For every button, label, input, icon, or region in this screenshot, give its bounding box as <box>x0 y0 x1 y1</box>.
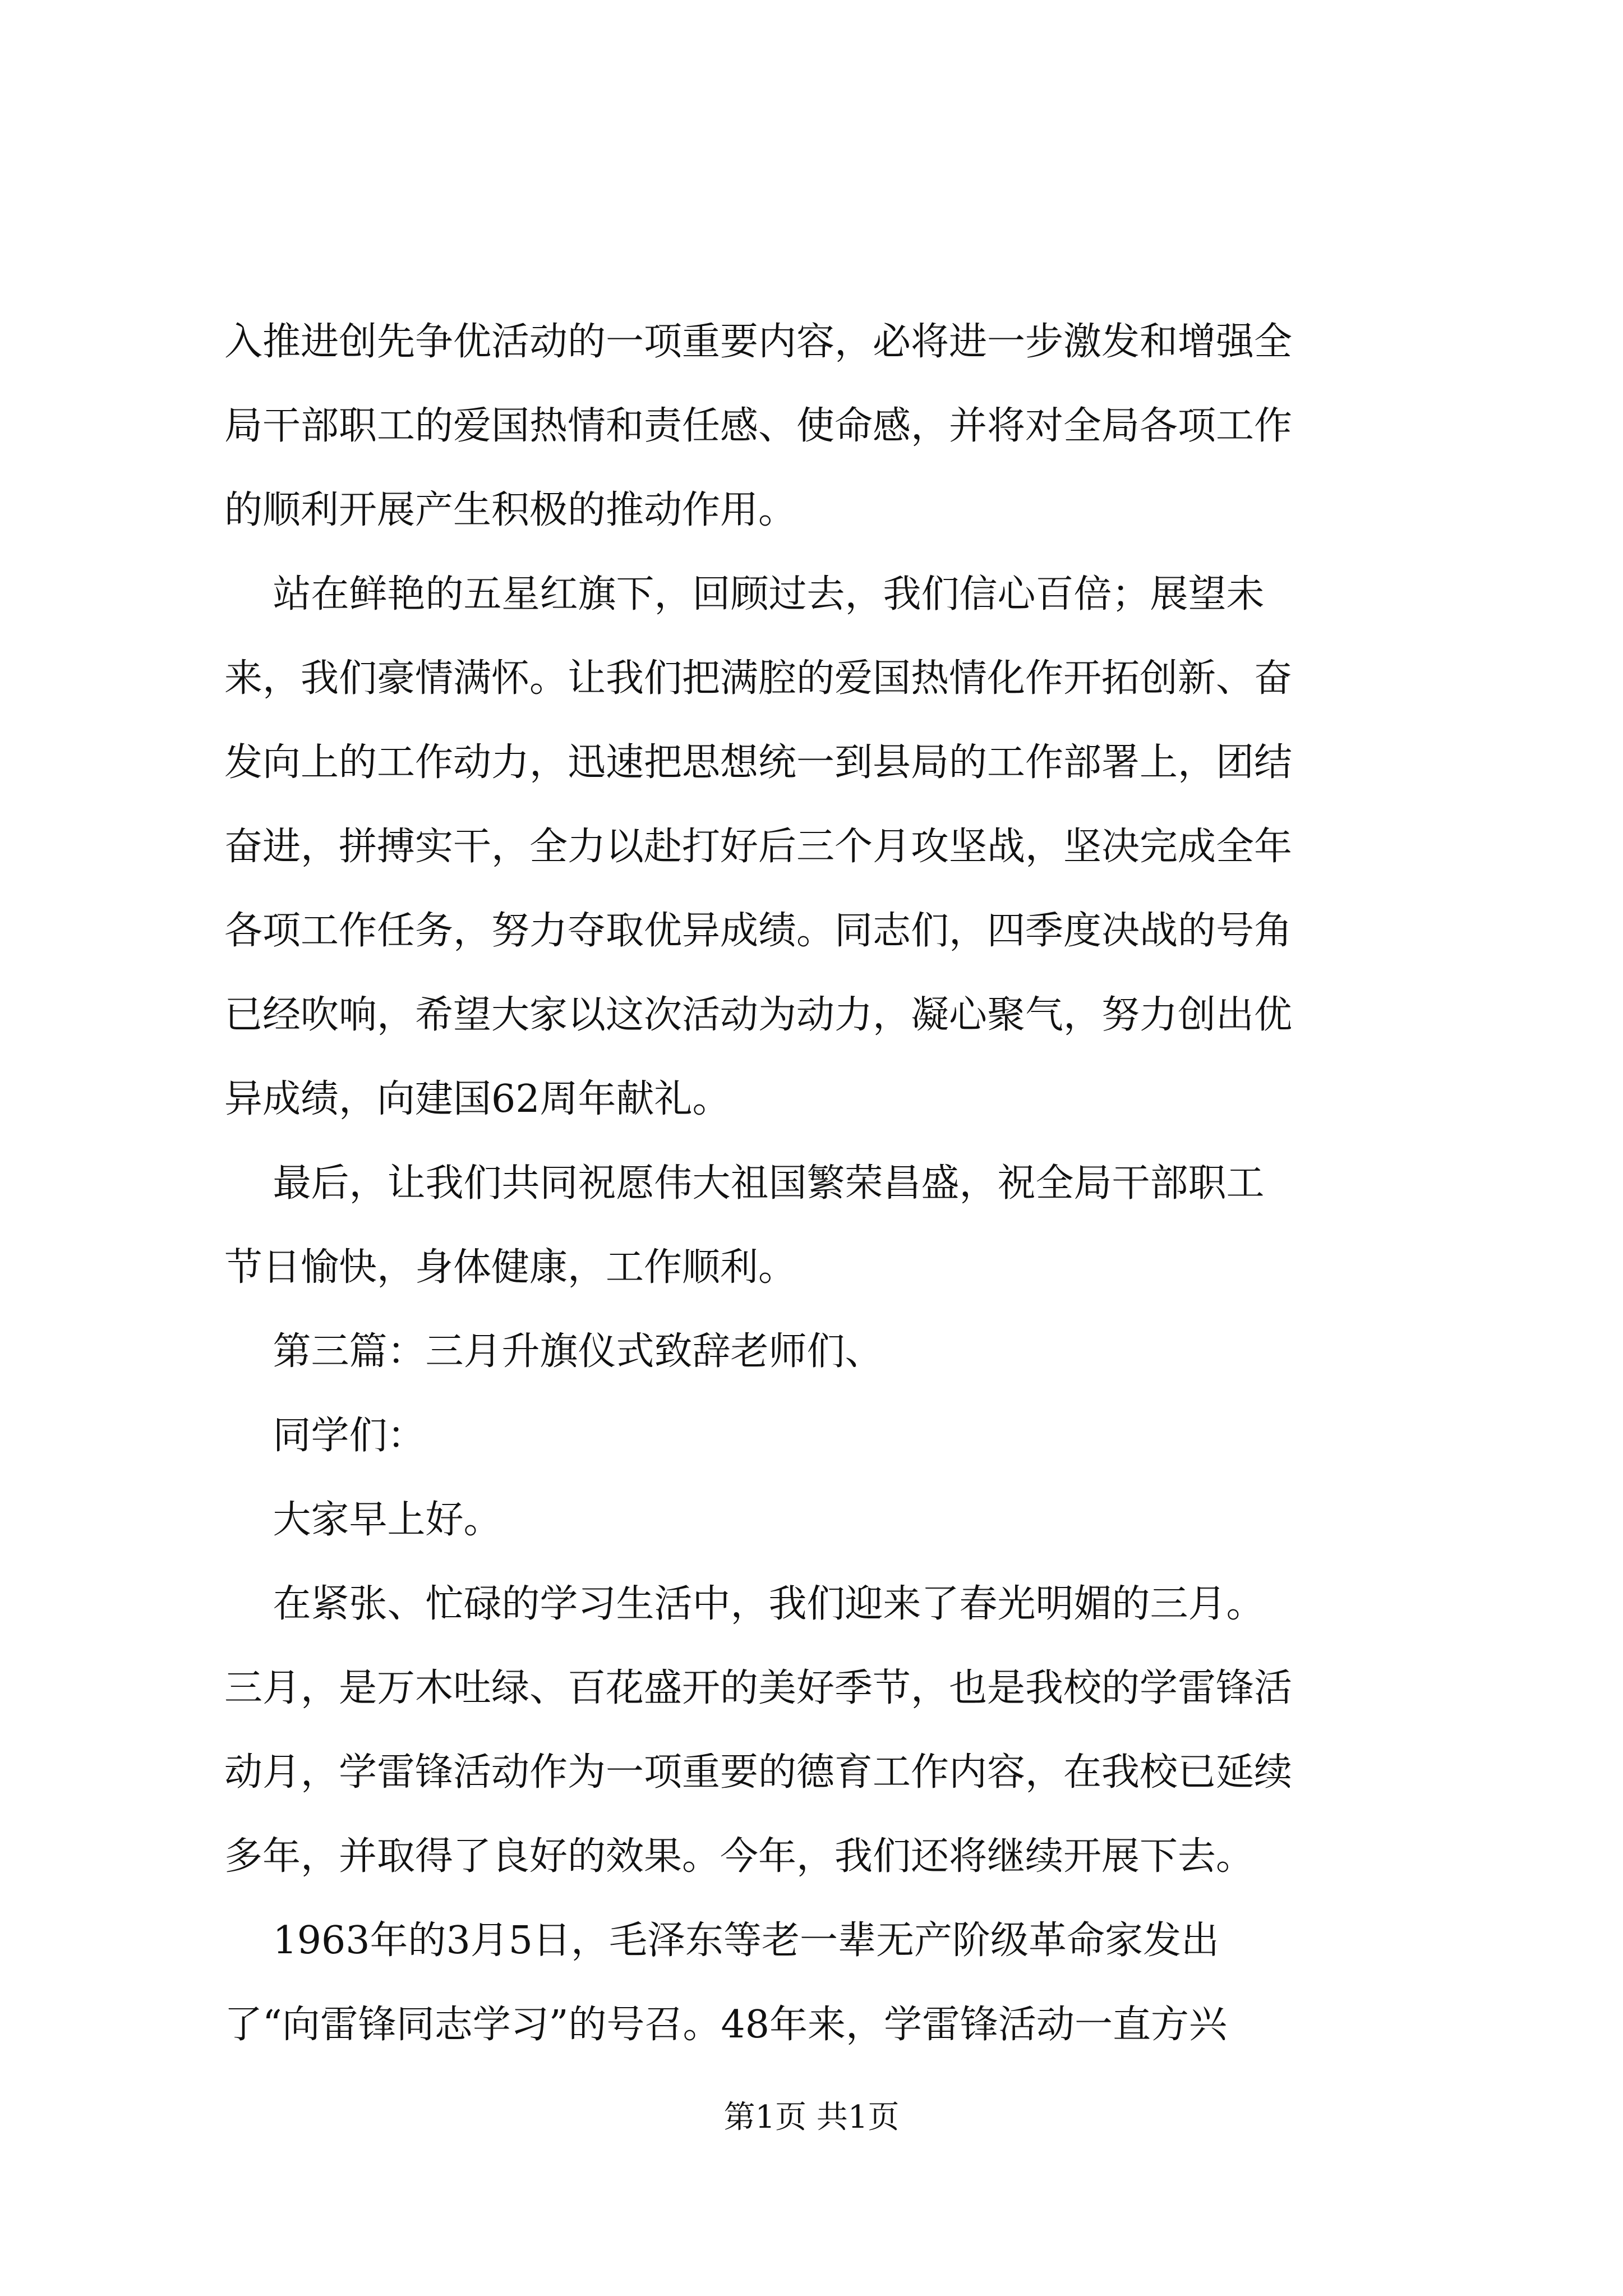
text-line: 发向上的工作动力，迅速把思想统一到县局的工作部署上，团结 <box>224 740 1293 785</box>
text-line: 最后，让我们共同祝愿伟大祖国繁荣昌盛，祝全局干部职工 <box>224 1161 1265 1205</box>
text-line: 多年，并取得了良好的效果。今年，我们还将继续开展下去。 <box>224 1834 1255 1879</box>
text-line: 三月，是万木吐绿、百花盛开的美好季节，也是我校的学雷锋活 <box>224 1666 1293 1710</box>
section-heading: 第三篇：三月升旗仪式致辞老师们、 <box>224 1329 883 1374</box>
text-line: 奋进，拼搏实干，全力以赴打好后三个月攻坚战，坚决完成全年 <box>224 825 1293 869</box>
text-line: 来，我们豪情满怀。让我们把满腔的爱国热情化作开拓创新、奋 <box>224 656 1293 701</box>
document-body <box>224 300 1419 2067</box>
page-number-footer: 第1页 共1页 <box>723 2099 900 2136</box>
text-line: 1963年的3月5日，毛泽东等老一辈无产阶级革命家发出 <box>224 1918 1220 1963</box>
text-line: 入推进创先争优活动的一项重要内容，必将进一步激发和增强全 <box>224 320 1293 364</box>
text-line: 站在鲜艳的五星红旗下，回顾过去，我们信心百倍；展望未 <box>224 572 1265 616</box>
text-line: 在紧张、忙碌的学习生活中，我们迎来了春光明媚的三月。 <box>224 1582 1265 1626</box>
text-line: 局干部职工的爱国热情和责任感、使命感，并将对全局各项工作 <box>224 404 1293 448</box>
text-line: 各项工作任务，努力夺取优异成绩。同志们，四季度决战的号角 <box>224 909 1293 953</box>
text-line: 的顺利开展产生积极的推动作用。 <box>224 488 797 532</box>
text-line: 大家早上好。 <box>224 1498 502 1542</box>
text-line: 节日愉快，身体健康，工作顺利。 <box>224 1245 797 1290</box>
text-line: 了“向雷锋同志学习”的号召。48年来，学雷锋活动一直方兴 <box>224 2003 1228 2047</box>
text-line: 已经吹响，希望大家以这次活动为动力，凝心聚气，努力创出优 <box>224 993 1293 1037</box>
text-line: 异成绩，向建国62周年献礼。 <box>224 1077 731 1121</box>
text-line: 动月，学雷锋活动作为一项重要的德育工作内容，在我校已延续 <box>224 1750 1293 1795</box>
text-line: 同学们： <box>224 1414 426 1458</box>
